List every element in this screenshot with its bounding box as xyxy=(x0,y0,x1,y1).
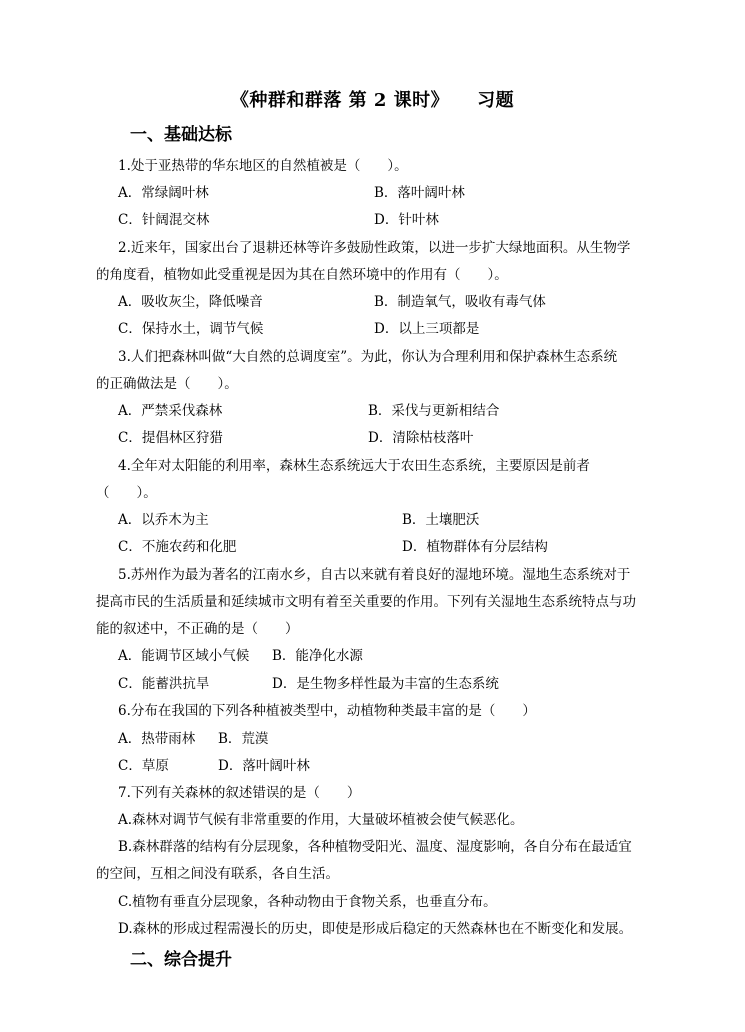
q3-option-a: A．严禁采伐森林 xyxy=(118,403,223,419)
question-5-stem-line1: 5.苏州作为最为著名的江南水乡，自古以来就有着良好的湿地环境。湿地生态系统对于 xyxy=(118,567,631,583)
question-7-stem: 7.下列有关森林的叙述错误的是（ ） xyxy=(118,785,361,801)
question-3-stem-line1: 3.人们把森林叫做“大自然的总调度室”。为此，你认为合理利用和保护森林生态系统 xyxy=(118,349,618,365)
q6-option-c: C．草原 xyxy=(118,758,169,774)
q4-option-d: D．植物群体有分层结构 xyxy=(402,539,548,555)
q7-option-a: A.森林对调节气候有非常重要的作用，大量破坏植被会使气候恶化。 xyxy=(118,812,524,828)
q3-option-d: D．清除枯枝落叶 xyxy=(368,430,474,446)
q6-option-a: A．热带雨林 xyxy=(118,731,196,747)
q5-option-a: A．能调节区域小气候 xyxy=(118,648,250,664)
q5-option-d: D．是生物多样性最为丰富的生态系统 xyxy=(272,676,499,692)
question-2-stem-line2: 的角度看，植物如此受重视是因为其在自然环境中的作用有（ ）。 xyxy=(96,267,508,283)
q2-option-b: B．制造氧气，吸收有毒气体 xyxy=(374,294,546,310)
q2-option-c: C．保持水土，调节气候 xyxy=(118,321,264,337)
q6-option-d: D．落叶阔叶林 xyxy=(218,758,310,774)
q5-option-c: C．能蓄洪抗旱 xyxy=(118,676,210,692)
q3-option-b: B．采伐与更新相结合 xyxy=(368,403,500,419)
q7-option-d: D.森林的形成过程需漫长的历史，即使是形成后稳定的天然森林也在不断变化和发展。 xyxy=(118,921,633,937)
q3-option-c: C．提倡林区狩猎 xyxy=(118,430,223,446)
q7-option-b-line2: 的空间，互相之间没有联系，各自生活。 xyxy=(96,866,339,882)
q5-option-b: B．能净化水源 xyxy=(272,648,363,664)
page-title xyxy=(0,86,745,112)
question-3-stem-line2: 的正确做法是（ ）。 xyxy=(96,376,238,392)
title-suffix: 习题 xyxy=(477,90,515,111)
question-5-stem-line2: 提高市民的生活质量和延续城市文明有着至关重要的作用。下列有关湿地生态系统特点与功 xyxy=(96,594,636,610)
q2-option-a: A．吸收灰尘，降低噪音 xyxy=(118,294,263,310)
question-4-stem-line1: 4.全年对太阳能的利用率，森林生态系统远大于农田生态系统，主要原因是前者 xyxy=(118,458,590,474)
q4-option-c: C．不施农药和化肥 xyxy=(118,539,237,555)
question-5-stem-line3: 能的叙述中，不正确的是（ ） xyxy=(96,621,299,637)
q2-option-d: D．以上三项都是 xyxy=(374,321,480,337)
q7-option-c: C.植物有垂直分层现象，各种动物由于食物关系，也垂直分布。 xyxy=(118,894,497,910)
q6-option-b: B．荒漠 xyxy=(218,731,269,747)
q1-option-a: A．常绿阔叶林 xyxy=(118,185,209,201)
section-heading-advanced: 二、综合提升 xyxy=(130,950,232,970)
q1-option-c: C．针阔混交林 xyxy=(118,212,210,228)
q1-option-b: B．落叶阔叶林 xyxy=(374,185,465,201)
question-1-stem: 1.处于亚热带的华东地区的自然植被是（ ）。 xyxy=(118,158,408,174)
question-6-stem: 6.分布在我国的下列各种植被类型中，动植物种类最丰富的是（ ） xyxy=(118,703,536,719)
title-main: 《种群和群落 第 2 课时》 xyxy=(230,90,450,111)
q4-option-a: A．以乔木为主 xyxy=(118,512,209,528)
q4-option-b: B．土壤肥沃 xyxy=(402,512,480,528)
q7-option-b-line1: B.森林群落的结构有分层现象，各种植物受阳光、温度、湿度影响，各自分布在最适宜 xyxy=(118,839,632,855)
section-heading-basic: 一、基础达标 xyxy=(130,125,232,145)
question-2-stem-line1: 2.近来年，国家出台了退耕还林等许多鼓励性政策，以进一步扩大绿地面积。从生物学 xyxy=(118,240,631,256)
q1-option-d: D．针叶林 xyxy=(374,212,439,228)
question-4-stem-line2: （ ）。 xyxy=(96,485,157,501)
